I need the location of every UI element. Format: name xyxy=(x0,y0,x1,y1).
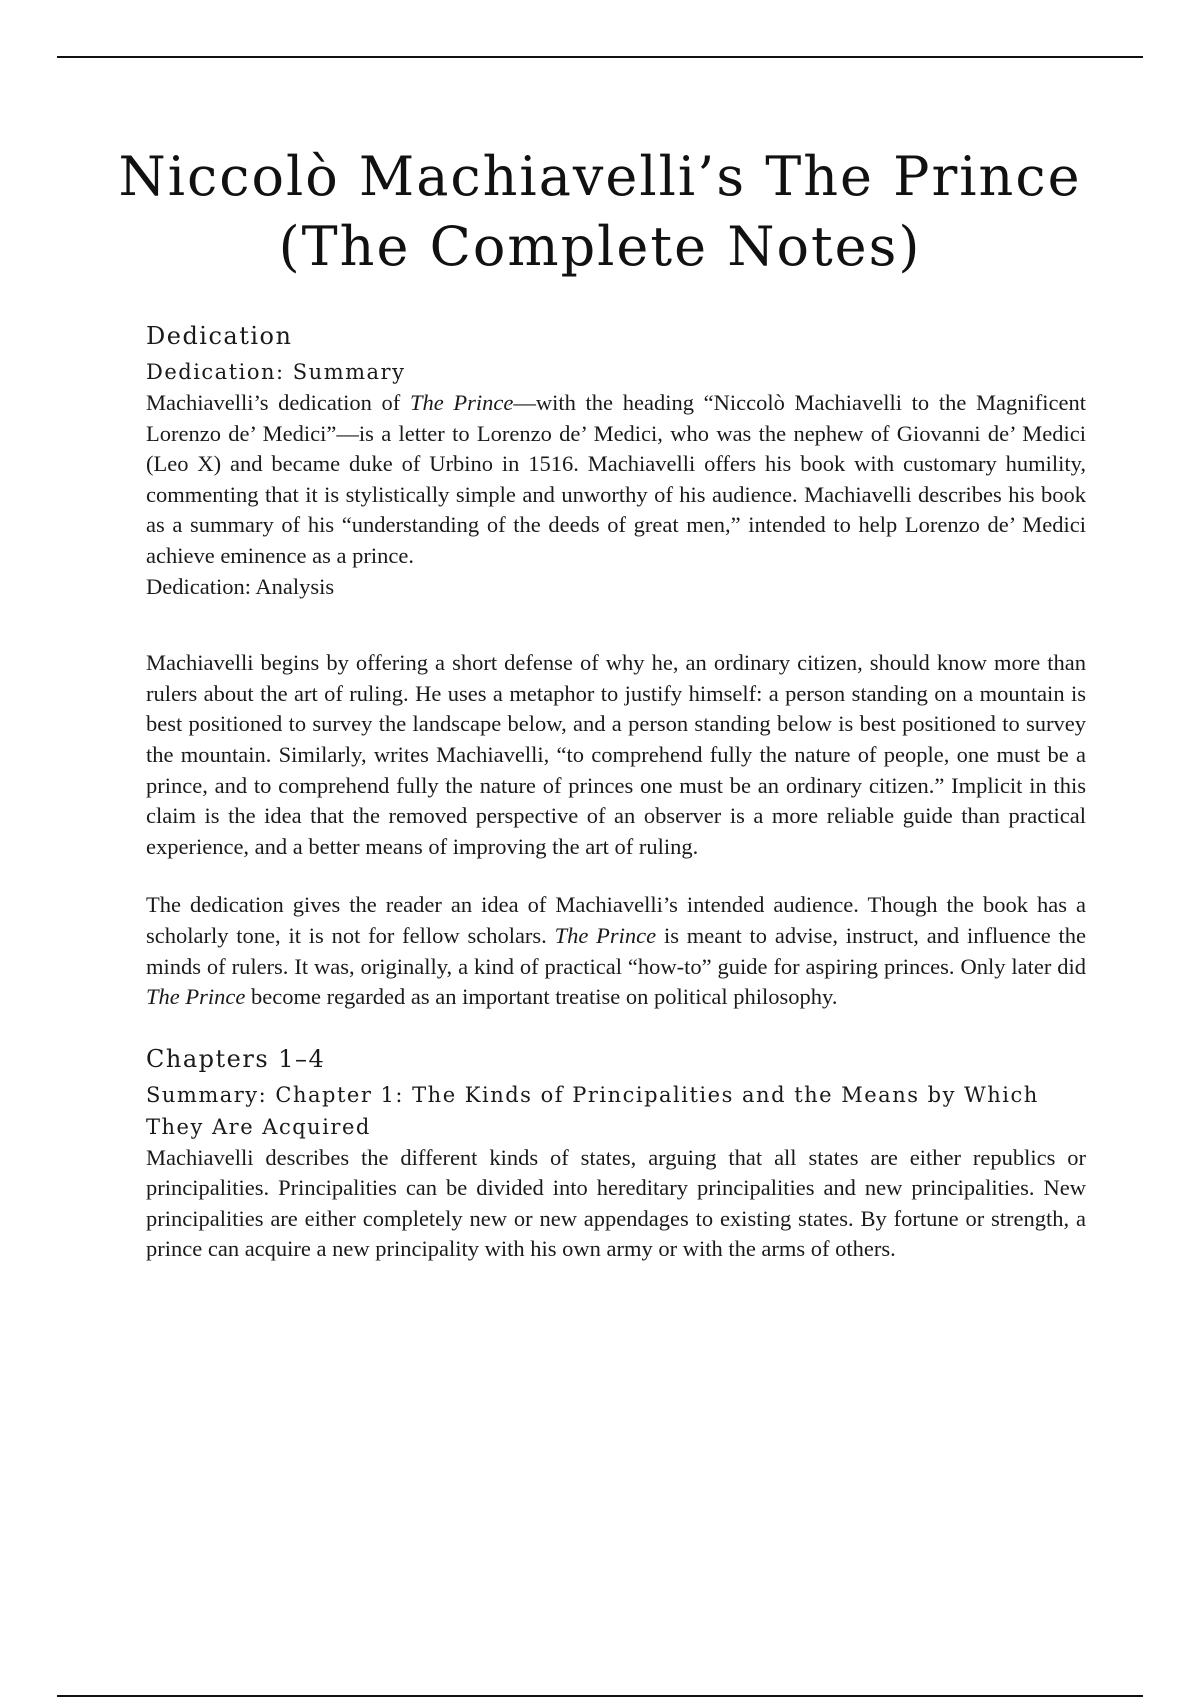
bottom-rule xyxy=(57,1695,1143,1697)
top-rule xyxy=(57,56,1143,58)
spacer xyxy=(146,1013,1086,1043)
text-run: —with the heading “Niccolò Machiavelli to the Magnificent Lorenzo de’ Medici”—is a letter to Lorenzo de’ Medici, who was the nephew of Giovanni de’ Medici (Leo X) and became duke of Urbino in 1516. Machiavelli offers his book with customary humility, commenting that it is stylistically simple and unworthy of his audience. Machiavelli describes his book as a summary of his “understanding of the deeds of great men,” intended to help Lorenzo de’ Medici achieve eminence as a prince. xyxy=(146,390,1086,568)
subheading-chapter-1-summary: Summary: Chapter 1: The Kinds of Principalities and the Means by Which They Are Acquired xyxy=(146,1082,1039,1139)
italic-title: The Prince xyxy=(409,390,514,415)
document-body xyxy=(146,320,1086,1265)
spacer xyxy=(146,602,1086,648)
section-heading-dedication: Dedication xyxy=(146,322,293,350)
text-run: Machiavelli’s dedication of xyxy=(146,390,410,415)
subheading-dedication-summary: Dedication: Summary xyxy=(146,360,406,384)
italic-title: The Prince xyxy=(146,984,246,1010)
italic-title: The Prince xyxy=(554,922,657,948)
document-title xyxy=(0,142,1200,282)
text-run: The dedication gives the reader an idea of Machiavelli’s intended audience. Though the book has a scholarly tone, it is not for fellow scholars. xyxy=(146,892,1086,948)
paragraph-dedication-summary xyxy=(146,388,1086,572)
section-heading-chapters: Chapters 1–4 xyxy=(146,1044,326,1073)
text-run: is meant to advise, instruct, and influence the minds of rulers. It was, originally, a kind of practical “how-to” guide for aspiring princes. Only later did xyxy=(146,922,1086,979)
subheading-dedication-analysis: Dedication: Analysis xyxy=(146,573,335,599)
title-line-1: Niccolò Machiavelli’s The Prince xyxy=(118,145,1082,208)
paragraph-dedication-analysis-1: Machiavelli begins by offering a short defense of why he, an ordinary citizen, should know more than rulers about the art of ruling. He uses a metaphor to justify himself: a person standing on a mountain is best positioned to survey the landscape below, and a person standing below is best positioned to survey the mountain. Similarly, writes Machiavelli, “to comprehend fully the nature of people, one must be a prince, and to comprehend fully the nature of princes one must be an ordinary citizen.” Implicit in this claim is the idea that the removed perspective of an observer is a more reliable guide than practical experience, and a better means of improving the art of ruling. xyxy=(146,650,1086,859)
text-run: become regarded as an important treatise on political philosophy. xyxy=(245,984,838,1010)
paragraph-chapter-1-summary: Machiavelli describes the different kinds of states, arguing that all states are either republics or principalities. Principalities can be divided into hereditary principalities and new principalities. New principalities are either completely new or new appendages to existing states. By fortune or strength, a prince can acquire a new principality with his own army or with the arms of others. xyxy=(146,1144,1086,1262)
spacer xyxy=(146,862,1086,890)
paragraph-dedication-analysis-2 xyxy=(146,890,1086,1012)
title-line-2: (The Complete Notes) xyxy=(278,215,922,278)
